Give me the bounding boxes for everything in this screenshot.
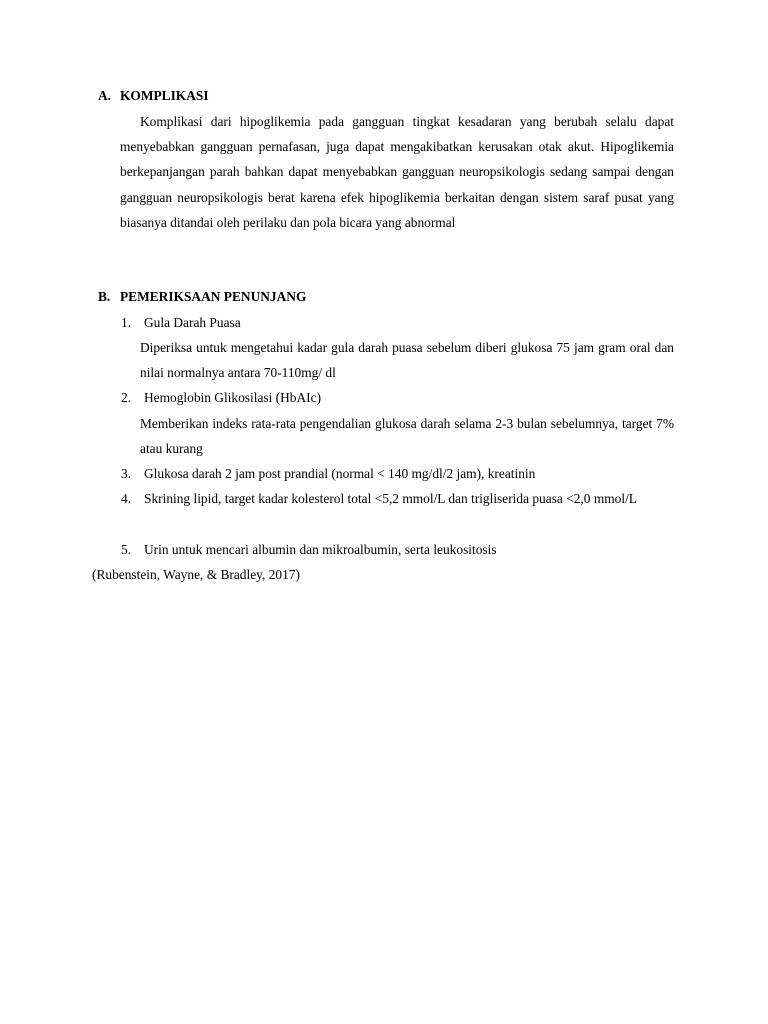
list-item-label: Glukosa darah 2 jam post prandial (normal < 140 mg/dl/2 jam), kreatinin xyxy=(144,466,536,481)
list-item xyxy=(121,315,241,331)
list-item xyxy=(121,466,535,482)
citation: (Rubenstein, Wayne, & Bradley, 2017) xyxy=(92,567,300,582)
section-a-paragraph: Komplikasi dari hipoglikemia pada gangguan tingkat kesadaran yang berubah selalu dapat menyebabkan gangguan pernafasan, juga dapat mengakibatkan kerusakan otak akut. Hipoglikemia berkepanjangan parah bahkan dapat menyebabkan gangguan neuropsikologis sedang sampai dengan gangguan neuropsikologis berat karena efek hipoglikemia berkaitan dengan sistem saraf pusat yang biasanya ditandai oleh perilaku dan pola bicara yang abnormal xyxy=(120,114,674,230)
list-item xyxy=(121,542,497,558)
section-b-letter: B. xyxy=(98,289,111,304)
list-item-description: Memberikan indeks rata-rata pengendalian glukosa darah selama 2-3 bulan sebelumnya, target 7% atau kurang xyxy=(140,416,674,457)
section-a-title: KOMPLIKASI xyxy=(120,88,209,103)
section-b-heading xyxy=(98,289,306,305)
list-item-number: 1. xyxy=(121,315,132,330)
list-item-number: 4. xyxy=(121,491,132,506)
list-item xyxy=(121,390,321,406)
list-item-label: Gula Darah Puasa xyxy=(144,315,241,330)
list-item xyxy=(121,486,674,511)
list-item-number: 5. xyxy=(121,542,132,557)
list-item-label: Urin untuk mencari albumin dan mikroalbumin, serta leukositosis xyxy=(144,542,497,557)
section-b-title: PEMERIKSAAN PENUNJANG xyxy=(120,289,307,304)
list-item-number: 2. xyxy=(121,390,132,405)
list-item-number: 3. xyxy=(121,466,132,481)
list-item-label: Hemoglobin Glikosilasi (HbAIc) xyxy=(144,390,322,405)
list-item-label: Skrining lipid, target kadar kolesterol total <5,2 mmol/L dan trigliserida puasa <2,0 mmol/L xyxy=(144,491,637,506)
list-item-description: Diperiksa untuk mengetahui kadar gula darah puasa sebelum diberi glukosa 75 jam gram oral dan nilai normalnya antara 70-110mg/ dl xyxy=(140,340,674,381)
section-a-heading xyxy=(98,88,209,104)
section-a-letter: A. xyxy=(98,88,112,103)
